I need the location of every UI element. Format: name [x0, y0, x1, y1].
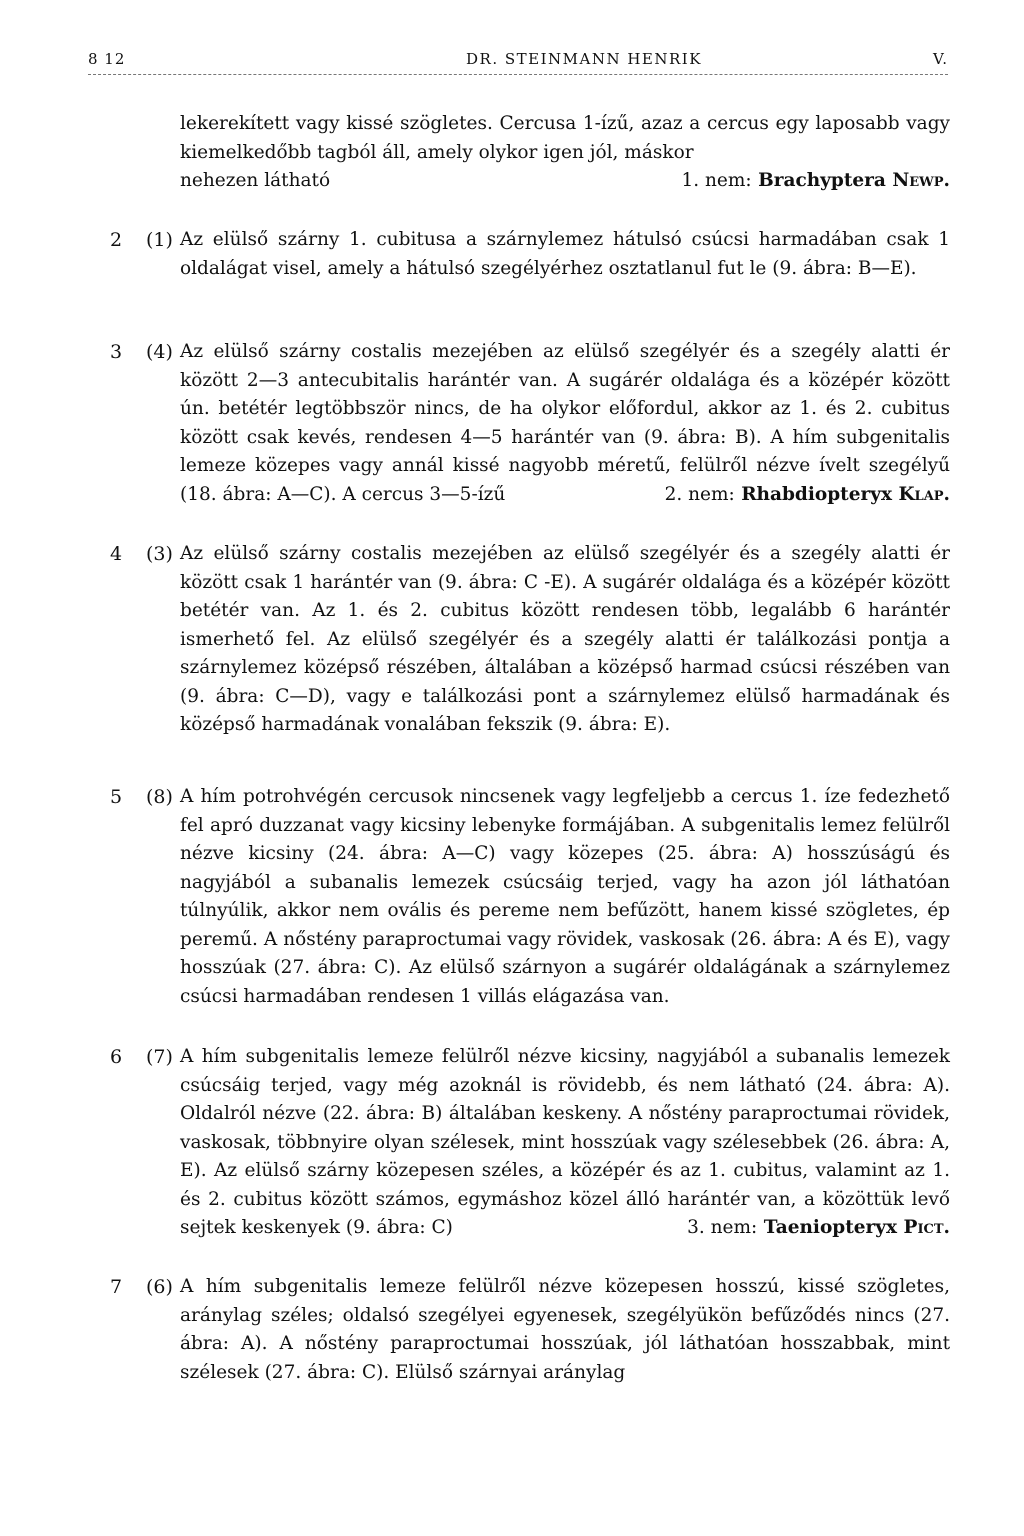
result-author: Klap. — [898, 483, 950, 505]
result-label: 3. nem: — [687, 1217, 758, 1238]
entry-number: 3 — [110, 341, 123, 363]
page-number: 8 12 — [88, 50, 126, 68]
entry-result — [687, 1214, 950, 1243]
entry-text: Az elülső szárny costalis mezejében az elülső szegélyér és a szegély alatti ér között 2—3 antecubitalis harántér van. A sugárér oldalága és a középér között ún. betétér legtöbbször nincs, de ha olykor előfordul, akkor az 1. és 2. cubitus között csak kevés, rendesen 4—5 harántér van (9. ábra: B). A hím subgenitalis lemeze közepes vagy annál kissé nagyobb méretű, felülről nézve ívelt szegélyű (18. ábra: A—C). A cercus 3—5-ízű — [180, 341, 950, 505]
entry-body — [180, 338, 950, 509]
volume-number: V. — [933, 50, 948, 68]
intro-result — [681, 167, 950, 196]
intro-result-line — [180, 167, 950, 196]
entry-number: 6 — [110, 1046, 123, 1068]
result-author: Newp. — [892, 170, 950, 191]
entry-reference: (7) — [146, 1046, 173, 1068]
entry-body — [180, 1043, 950, 1243]
entry-result — [665, 481, 950, 510]
result-genus: Taeniopteryx — [763, 1217, 898, 1238]
intro-paragraph — [180, 110, 950, 196]
entry-number: 5 — [110, 786, 123, 808]
result-genus: Rhabdiopteryx — [741, 483, 893, 505]
entry-number: 2 — [110, 229, 123, 251]
entry-text: A hím subgenitalis lemeze felülről nézve kicsiny, nagyjából a subanalis lemezek csúcsáig terjed, vagy még azoknál is rövidebb, és nem látható (24. ábra: A). Oldalról nézve (22. ábra: B) általában keskeny. A nőstény paraproctumai rövidek, vaskosak, többnyire olyan szélesek, mint hosszúak vagy szélesebbek (26. ábra: A, E). Az elülső szárny közepesen széles, a középér és az 1. cubitus, valamint az 1. és 2. cubitus között számos, egymáshoz közel álló harántér van, a közöttük levő sejtek keskenyek (9. ábra: C) — [180, 1046, 950, 1238]
running-header — [88, 50, 948, 80]
entry-reference: (4) — [146, 341, 173, 363]
result-author: Pict. — [903, 1217, 950, 1238]
entry-number: 4 — [110, 543, 123, 565]
entry-text: A hím subgenitalis lemeze felülről nézve közepesen hosszú, kissé szögletes, aránylag széles; oldalsó szegélyei egyenesek, szegélyükön befűződés nincs (27. ábra: A). A nőstény paraproctumai hosszúak, jól láthatóan hosszabbak, mint szélesek (27. ábra: C). Elülső szárnyai aránylag — [180, 1276, 950, 1383]
entry-text: Az elülső szárny 1. cubitusa a szárnylemez hátulsó csúcsi harmadában csak 1 oldalágat visel, amely a hátulsó szegélyérhez osztatlanul fut le (9. ábra: B—E). — [180, 229, 950, 279]
result-genus: Brachyptera — [758, 170, 886, 191]
entry-number: 7 — [110, 1276, 123, 1298]
running-title: DR. STEINMANN HENRIK — [466, 50, 702, 68]
entry-text: A hím potrohvégén cercusok nincsenek vagy legfeljebb a cercus 1. íze fedezhető fel apró duzzanat vagy kicsiny lebenyke formájában. A subgenitalis lemez felülről nézve kicsiny (24. ábra: A—C) vagy közepes (25. ábra: A) hosszúságú és nagyjából a subanalis lemezek csúcsáig terjed, vagy ha azon jól láthatóan túlnyúlik, akkor nem ovális és pereme nem befűzött, hanem kissé szögletes, ép peremű. A nőstény paraproctumai vagy rövidek, vaskosak (26. ábra: A és E), vagy hosszúak (27. ábra: C). Az elülső szárnyon a sugárér oldalágának a szárnylemez csúcsi harmadában rendesen 1 villás elágazása van. — [180, 786, 950, 1007]
entry-text: Az elülső szárny costalis mezejében az elülső szegélyér és a szegély alatti ér között csak 1 harántér van (9. ábra: C -E). A sugárér oldalága és a középér között betétér van. Az 1. és 2. cubitus között rendesen több, legalább 6 harántér ismerhető fel. Az elülső szegélyér és a szegély alatti ér találkozási pontja a szárnylemez középső részében, általában a középső harmad csúcsi részében van (9. ábra: C—D), vagy e találkozási pont a szárnylemez elülső harmadának és középső harmadának vonalában fekszik (9. ábra: E). — [180, 543, 950, 735]
entry-reference: (6) — [146, 1276, 173, 1298]
intro-last-text: nehezen látható — [180, 170, 331, 191]
entry-reference: (8) — [146, 786, 173, 808]
header-rule — [88, 74, 948, 75]
result-label: 1. nem: — [681, 170, 752, 191]
entry-reference: (3) — [146, 543, 173, 565]
intro-text: lekerekített vagy kissé szögletes. Cercusa 1-ízű, azaz a cercus egy laposabb vagy kiemelkedőbb tagból áll, amely olykor igen jól, máskor — [180, 113, 950, 163]
result-label: 2. nem: — [664, 483, 735, 505]
entry-reference: (1) — [146, 229, 173, 251]
